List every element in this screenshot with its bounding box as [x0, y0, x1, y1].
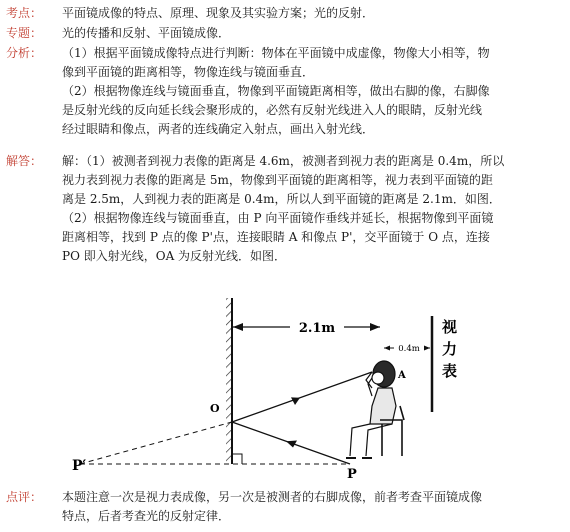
analysis-label: 分析： [6, 46, 43, 60]
answer-line: （2）根据物像连线与镜面垂直，由 P 向平面镜作垂线并延长，根据物像到平面镜 [62, 211, 494, 225]
special-topic-label: 专题： [6, 26, 43, 40]
topic-label: 考点： [6, 6, 43, 20]
right-angle-mark [232, 454, 242, 464]
answer-text [62, 152, 562, 266]
analysis-line: 是反射光线的反向延长线会聚形成的，必然有反射光线进入人的眼睛，反射光线 [62, 103, 483, 117]
comment-line: 本题注意一次是视力表成像，另一次是被测者的右脚成像，前者考查平面镜成像 [62, 490, 483, 504]
analysis-line: （2）根据物像连线与镜面垂直，物像到平面镜距离相等，做出右脚的像，右脚像 [62, 84, 490, 98]
distance-small-label: 0.4m [398, 344, 420, 354]
eye-chart-label: 视 力 表 [442, 318, 458, 380]
distance-2-1m [233, 318, 380, 336]
analysis-line: （1）根据平面镜成像特点进行判断：物体在平面镜中成虚像，物像大小相等，物 [62, 46, 490, 60]
seated-person-figure [346, 361, 404, 458]
point-P-label: P [347, 467, 357, 478]
distance-0-4m [384, 342, 430, 354]
plane-mirror [226, 298, 232, 464]
mirror-reflection-figure [0, 296, 570, 478]
analysis-line: 经过眼睛和像点，两者的连线确定入射点，画出入射光线． [62, 122, 375, 136]
distance-main-label: 2.1m [298, 321, 336, 336]
point-A-label: A [398, 370, 406, 381]
answer-label: 解答： [6, 154, 43, 168]
comment-line: 特点，后者考查光的反射定律． [62, 509, 231, 523]
point-Pprime-label: P′ [72, 458, 87, 474]
answer-line: 视力表到视力表像的距离是 5m，物像到平面镜的距离相等，视力表到平面镜的距 [62, 173, 493, 187]
reflected-ray-arrow [291, 397, 300, 405]
reflected-ray-OA [232, 372, 372, 422]
analysis-text [62, 44, 562, 139]
answer-line: 距离相等，找到 P 点的像 P'点，连接眼睛 A 和像点 P'，交平面镜于 O 点，连接 [62, 230, 490, 244]
analysis-line: 像到平面镜的距离相等，物像连线与镜面垂直． [62, 65, 315, 79]
comment-text [62, 488, 562, 526]
answer-line: 离是 2.5m，人到视力表的距离是 0.4m，所以人到平面镜的距离是 2.1m．如图． [62, 192, 501, 206]
point-O-label: O [210, 402, 220, 415]
answer-line: PO 即入射光线，OA 为反射光线．如图． [62, 249, 287, 263]
comment-label: 点评： [6, 490, 43, 504]
topic-text: 平面镜成像的特点、原理、现象及其实验方案；光的反射． [62, 6, 375, 20]
special-topic-text: 光的传播和反射、平面镜成像． [62, 26, 231, 40]
answer-line: 解：（1）被测者到视力表像的距离是 4.6m，被测者到视力表的距离是 0.4m，所以 [62, 154, 505, 168]
virtual-extension-line [80, 422, 232, 464]
